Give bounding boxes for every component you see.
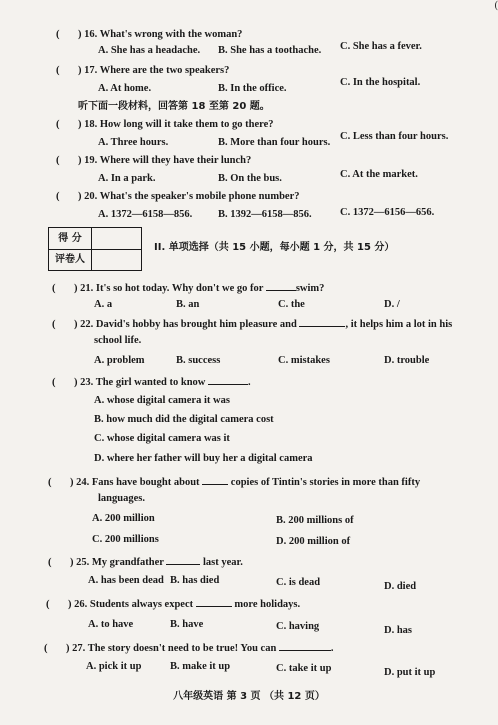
q25-option-b: B. has died bbox=[170, 575, 220, 586]
q22-option-c: C. mistakes bbox=[278, 355, 330, 366]
q25-option-c: C. is dead bbox=[276, 577, 321, 588]
q23-option-a: A. whose digital camera it was bbox=[94, 395, 230, 406]
question-21: ( ) 21. It's so hot today. Why don't we go for swim? bbox=[52, 280, 324, 295]
q21-option-b: B. an bbox=[176, 299, 200, 310]
q16-option-a: A. She has a headache. bbox=[98, 45, 201, 56]
question-23: ( ) 23. The girl wanted to know . bbox=[52, 374, 251, 389]
question-16: ( ) 16. What's wrong with the woman? bbox=[56, 29, 243, 40]
q16-option-b: B. She has a toothache. bbox=[218, 45, 322, 56]
blank[interactable] bbox=[196, 596, 232, 607]
q22-option-b: B. success bbox=[176, 355, 221, 366]
question-17: ( ) 17. Where are the two speakers? bbox=[56, 65, 230, 76]
q21-option-a: A. a bbox=[94, 299, 113, 310]
q26-option-c: C. having bbox=[276, 621, 320, 632]
q20-option-c: C. 1372—6156—656. bbox=[340, 207, 435, 218]
grader-label: 评卷人 bbox=[49, 249, 92, 270]
q27-option-b: B. make it up bbox=[170, 661, 231, 672]
edge-mark: ( bbox=[494, 0, 498, 11]
q20-option-b: B. 1392—6158—856. bbox=[218, 209, 312, 220]
q21-option-d: D. / bbox=[384, 299, 400, 310]
q20-option-a: A. 1372—6158—856. bbox=[98, 209, 193, 220]
q17-option-c: C. In the hospital. bbox=[340, 77, 421, 88]
blank[interactable] bbox=[266, 280, 296, 291]
question-20: ( ) 20. What's the speaker's mobile phone number? bbox=[56, 191, 300, 202]
listening-instruction: 听下面一段材料，回答第 18 至第 20 题。 bbox=[78, 101, 270, 112]
q26-option-b: B. have bbox=[170, 619, 204, 630]
q24-option-c: C. 200 millions bbox=[92, 534, 159, 545]
section-title: II. 单项选择（共 15 小题，每小题 1 分，共 15 分） bbox=[154, 242, 395, 253]
q17-option-b: B. In the office. bbox=[218, 83, 287, 94]
q25-option-a: A. has been dead bbox=[88, 575, 164, 586]
blank[interactable] bbox=[166, 554, 200, 565]
q22-continuation: school life. bbox=[94, 335, 142, 346]
q19-option-c: C. At the market. bbox=[340, 169, 418, 180]
page-footer: 八年级英语 第 3 页 （共 12 页） bbox=[173, 691, 325, 702]
blank[interactable] bbox=[279, 640, 331, 651]
question-19: ( ) 19. Where will they have their lunch? bbox=[56, 155, 252, 166]
q22-option-d: D. trouble bbox=[384, 355, 430, 366]
q23-option-d: D. where her father will buy her a digital camera bbox=[94, 453, 313, 464]
blank[interactable] bbox=[208, 374, 248, 385]
q26-option-a: A. to have bbox=[88, 619, 134, 630]
score-box bbox=[48, 227, 142, 271]
q16-option-c: C. She has a fever. bbox=[340, 41, 422, 52]
q18-option-b: B. More than four hours. bbox=[218, 137, 331, 148]
q26-option-d: D. has bbox=[384, 625, 413, 636]
question-26: ( ) 26. Students always expect more holidays. bbox=[46, 596, 300, 611]
q24-option-b: B. 200 millions of bbox=[276, 515, 354, 526]
q23-option-b: B. how much did the digital camera cost bbox=[94, 414, 274, 425]
q19-option-a: A. In a park. bbox=[98, 173, 156, 184]
q24-option-a: A. 200 million bbox=[92, 513, 155, 524]
blank[interactable] bbox=[202, 474, 228, 485]
q19-option-b: B. On the bus. bbox=[218, 173, 282, 184]
grader-row bbox=[49, 249, 141, 270]
blank[interactable] bbox=[299, 316, 345, 327]
q27-option-d: D. put it up bbox=[384, 667, 436, 678]
question-25: ( ) 25. My grandfather last year. bbox=[48, 554, 243, 569]
q23-option-c: C. whose digital camera was it bbox=[94, 433, 230, 444]
q18-option-a: A. Three hours. bbox=[98, 137, 169, 148]
q22-option-a: A. problem bbox=[94, 355, 145, 366]
q27-option-a: A. pick it up bbox=[86, 661, 142, 672]
q24-continuation: languages. bbox=[98, 493, 145, 504]
question-22: ( ) 22. David's hobby has brought him pleasure and , it helps him a lot in his bbox=[52, 316, 452, 331]
question-18: ( ) 18. How long will it take them to go there? bbox=[56, 119, 274, 130]
question-27: ( ) 27. The story doesn't need to be true! You can . bbox=[44, 640, 334, 655]
score-label: 得 分 bbox=[49, 228, 92, 249]
q18-option-c: C. Less than four hours. bbox=[340, 131, 449, 142]
q27-option-c: C. take it up bbox=[276, 663, 332, 674]
q25-option-d: D. died bbox=[384, 581, 417, 592]
question-24: ( ) 24. Fans have bought about copies of Tintin's stories in more than fifty bbox=[48, 474, 420, 489]
score-row bbox=[49, 228, 141, 250]
q21-option-c: C. the bbox=[278, 299, 305, 310]
q17-option-a: A. At home. bbox=[98, 83, 152, 94]
q24-option-d: D. 200 million of bbox=[276, 536, 351, 547]
